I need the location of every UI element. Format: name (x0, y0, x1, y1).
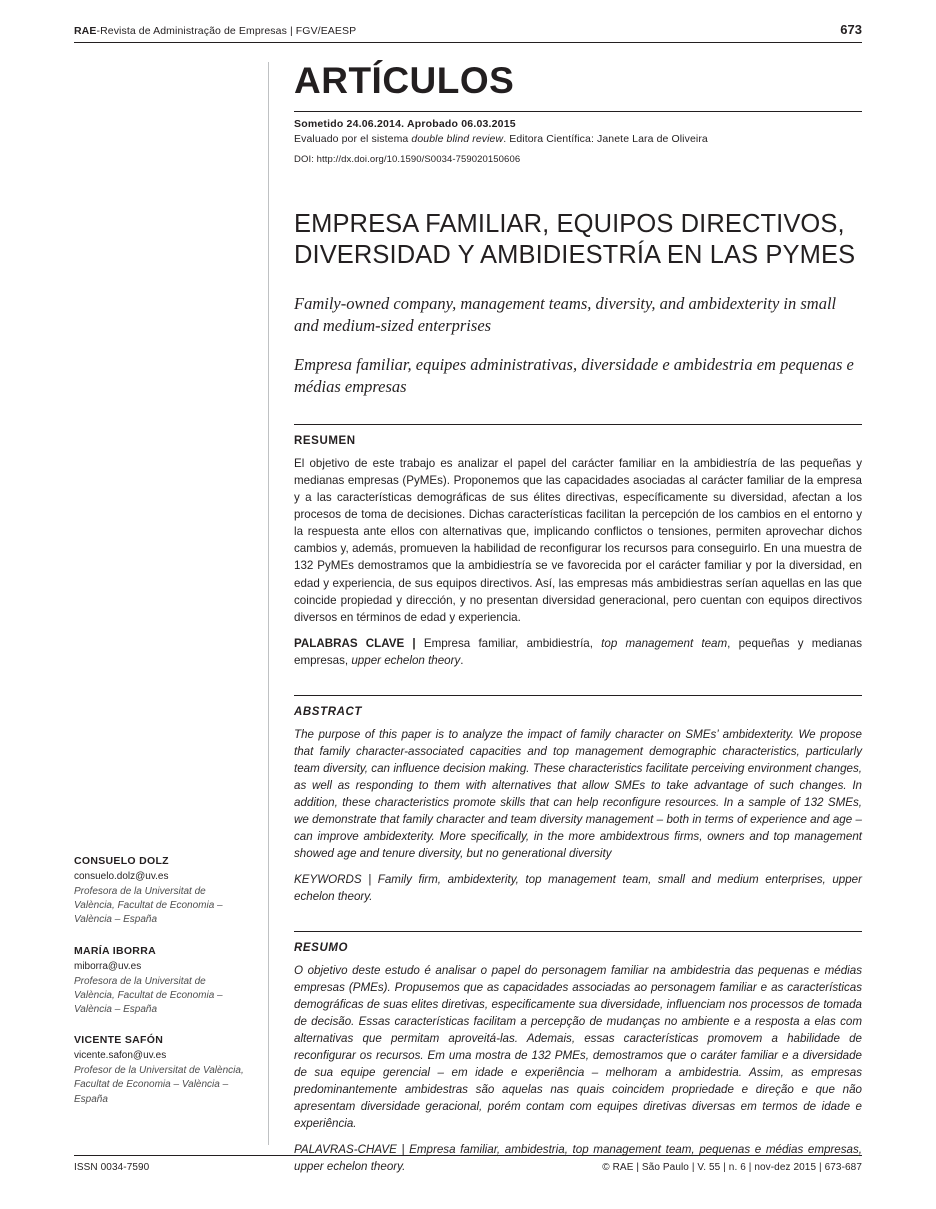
author-affiliation: Profesora de la Universitat de València, Facultat de Economia – València – España (74, 886, 223, 926)
review-pre: Evaluado por el sistema (294, 133, 412, 145)
keywords-part2-es: , pequeñas y medianas empresas, (294, 636, 862, 667)
keywords-part1-es: Empresa familiar, ambidiestría, (415, 636, 602, 650)
abstract-heading-pt: RESUMO (294, 941, 349, 954)
abstract-heading-es: RESUMEN (294, 435, 356, 448)
section-label: ARTÍCULOS (294, 60, 515, 101)
article-title-es: EMPRESA FAMILIAR, EQUIPOS DIRECTIVOS, DIVERSIDAD Y AMBIDIESTRÍA EN LAS PYMES (294, 210, 856, 270)
keywords-italic1-es: top management team (601, 636, 728, 650)
keywords-text-en: Family firm, ambidexterity, top management team, small and medium enterprises, upper echelon theory. (294, 872, 862, 903)
abstract-block-pt (294, 931, 862, 1175)
keywords-label-en: KEYWORDS | (294, 872, 372, 886)
author-entry (74, 945, 244, 1018)
author-email[interactable]: vicente.safon@uv.es (74, 1050, 167, 1062)
review-post: . Editora Científica: Janete Lara de Oliveira (503, 133, 708, 145)
abstract-text-en: The purpose of this paper is to analyze the impact of family character on SMEs’ ambidexterity. We propose that family character-associated capacities and top management demographic characteristics, particularly team diversity, can influence decision making. These characteristics facilitate perceiving environment changes, as well as responding to them with alternatives that allow SMEs to take advantage of such changes. In addition, these characteristics promote skills that can help reconfigure resources. In a sample of 132 SMEs, we demonstrate that family character and team diversity management – both in terms of experience and age – can improve ambidexterity. More specifically, in the more ambidextrous firms, owners and top management showed age and tenure diversity, but no generational diversity (294, 727, 862, 860)
keywords-text-pt: Empresa familiar, ambidestria, top management team, pequenas e médias empresas, upper echelon theory. (294, 1143, 862, 1174)
column-divider (268, 62, 269, 1145)
submission-dates: Sometido 24.06.2014. Aprobado 06.03.2015 (294, 118, 516, 130)
doi-link[interactable]: DOI: http://dx.doi.org/10.1590/S0034-759020150606 (294, 154, 521, 165)
review-info (294, 133, 862, 145)
journal-acronym: RAE (74, 25, 97, 37)
journal-fulltitle: -Revista de Administração de Empresas | FGV/EAESP (96, 25, 357, 37)
article-title-pt: Empresa familiar, equipes administrativas, diversidade e ambidestria em pequenas e médias empresas (294, 354, 854, 397)
article-title-en: Family-owned company, management teams, diversity, and ambidexterity in small and medium-sized enterprises (294, 294, 837, 336)
review-type: double blind review (411, 133, 504, 145)
keywords-part3-es: . (460, 653, 464, 667)
authors-sidebar (74, 855, 244, 1124)
page-header (74, 22, 862, 43)
issn: ISSN 0034-7590 (74, 1162, 150, 1173)
keywords-es (294, 635, 862, 669)
page-footer (74, 1155, 862, 1173)
submission-meta (294, 111, 862, 165)
abstract-text-es: El objetivo de este trabajo es analizar el papel del carácter familiar en la ambidiestría de las pequeñas y medianas empresas (PyMEs). Proponemos que las capacidades asociadas al carácter familiar de la empresa y a las características demográficas de sus élites directivas, específicamente su diversidad, afectan a los procesos de toma de decisiones. Dichas características facilitan la percepción de los cambios en el entorno y la respuesta ante ellos con alternativas que, implicando conflictos o tensiones, permiten aprovechar dichos cambios y, además, promueven la habilidad de reconfigurar los recursos para conseguirlo. En una muestra de 132 PyMEs demostramos que la ambidiestría se ve favorecida por el carácter familiar y por la diversidad, en edad y experiencia, de sus equipos directivos. Así, las empresas más ambidiestras serían aquellas en las que coincide propiedad y dirección, y no presentan diversidad generacional, pero cuentan con equipos directivos diversos en términos de edad y experiencia. (294, 457, 862, 624)
author-affiliation: Profesor de la Universitat de València, Facultat de Economia – València – España (74, 1065, 244, 1105)
abstract-heading-en: ABSTRACT (294, 705, 363, 718)
author-name: VICENTE SAFÓN (74, 1034, 164, 1047)
author-email[interactable]: consuelo.dolz@uv.es (74, 871, 169, 882)
author-email[interactable]: miborra@uv.es (74, 960, 142, 972)
keywords-italic2-es: upper echelon theory (351, 653, 461, 667)
journal-name (74, 25, 356, 37)
author-affiliation: Profesora de la Universitat de València, Facultat de Economia – València – España (74, 975, 223, 1015)
abstract-block-en (294, 695, 862, 905)
author-name: CONSUELO DOLZ (74, 855, 169, 867)
author-name: MARÍA IBORRA (74, 944, 156, 957)
keywords-label-es: PALABRAS CLAVE | (294, 636, 416, 650)
citation-info: © RAE | São Paulo | V. 55 | n. 6 | nov-dez 2015 | 673-687 (602, 1162, 862, 1173)
author-entry (74, 1034, 244, 1107)
author-entry (74, 855, 244, 928)
page-number: 673 (840, 22, 862, 37)
keywords-en (294, 871, 862, 905)
abstract-block-es (294, 424, 862, 668)
abstract-text-pt: O objetivo deste estudo é analisar o papel do personagem familiar na ambidestria das pequenas e médias empresas (PMEs). Propusemos que as capacidades associadas ao personagem familiar e as características demográficas de suas elites diretivas, especificamente sua diversidade, influenciam nos processos de tomada de decisão. Essas características facilitam a percepção de mudanças no ambiente e a resposta a elas com alternativas que permitam aproveitá-las. Ademais, essas características promovem a habilidade de reconfigurar os recursos. Em uma mostra de 132 PMEs, demostramos que o caráter familiar e a diversidade de sua equipe gerencial – em idade e experiência – melhoram a ambidestria. Assim, as empresas predominantemente ambidestras são aquelas nas quais coincidem propriedade e direção e que não apresentam diversidade geracional, porém contam com equipes diretivas diversas em termos de idade e experiência. (294, 963, 862, 1131)
article-main-column (294, 62, 862, 1175)
keywords-label-pt: PALAVRAS-CHAVE | (294, 1143, 405, 1157)
